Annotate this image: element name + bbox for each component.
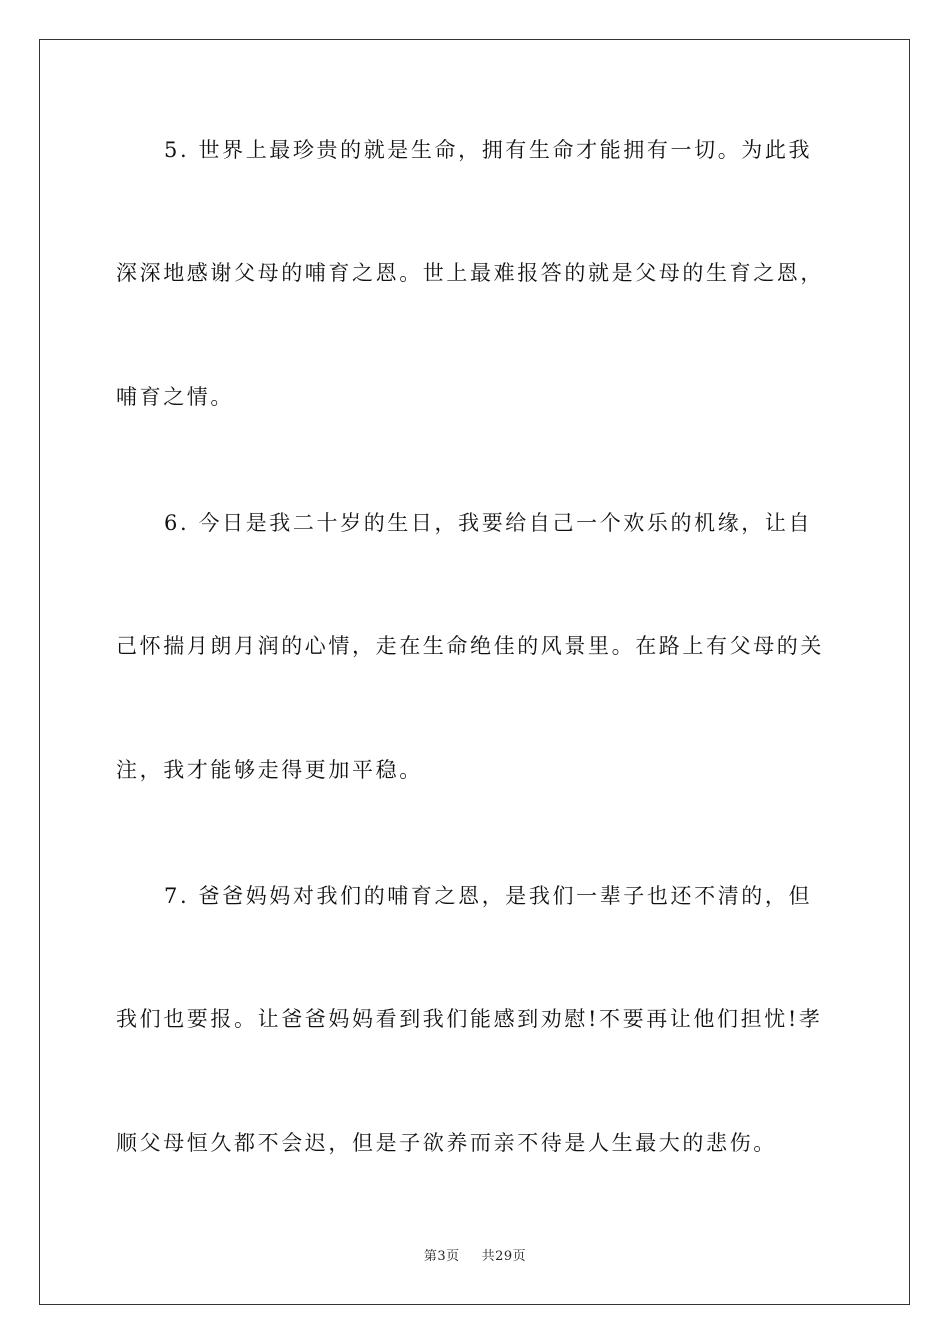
page-border <box>39 39 910 1305</box>
paragraph-line: 7. 爸爸妈妈对我们的哺育之恩，是我们一辈子也还不清的，但 <box>164 884 813 908</box>
paragraph-line: 己怀揣月朗月润的心情，走在生命绝佳的风景里。在路上有父母的关 <box>116 634 824 658</box>
page-footer <box>0 1245 950 1264</box>
paragraph-line: 5. 世界上最珍贵的就是生命，拥有生命才能拥有一切。为此我 <box>164 138 813 162</box>
page-total: 共29页 <box>481 1249 527 1264</box>
paragraph-line: 哺育之情。 <box>116 385 234 409</box>
paragraph-line: 顺父母恒久都不会迟，但是子欲养而亲不待是人生最大的悲伤。 <box>116 1131 777 1155</box>
paragraph-line: 深深地感谢父母的哺育之恩。世上最难报答的就是父母的生育之恩， <box>116 261 824 285</box>
paragraph-line: 注，我才能够走得更加平稳。 <box>116 758 423 782</box>
paragraph-line: 我们也要报。让爸爸妈妈看到我们能感到劝慰!不要再让他们担忧!孝 <box>116 1007 823 1031</box>
paragraph-line: 6. 今日是我二十岁的生日，我要给自己一个欢乐的机缘，让自 <box>164 511 813 535</box>
page-number: 第3页 <box>423 1249 460 1264</box>
